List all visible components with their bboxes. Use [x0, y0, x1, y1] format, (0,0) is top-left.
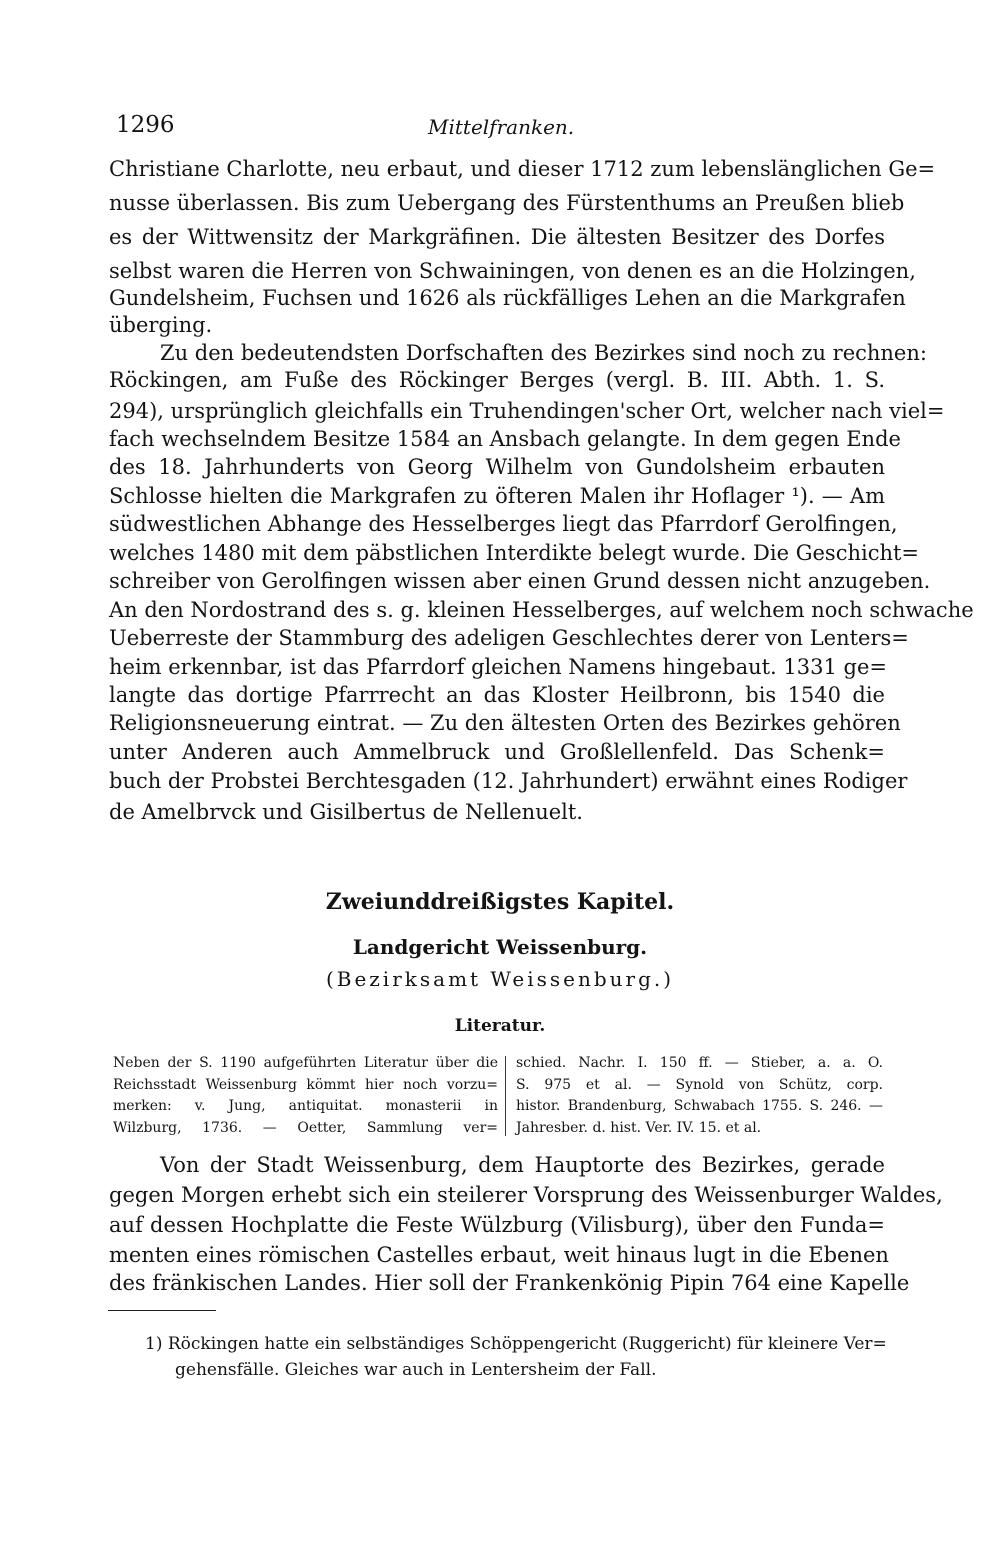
text-line: unter Anderen auch Ammelbruck und Großlellenfeld. Das Schenk= [109, 740, 885, 764]
footnote-line: gehensfälle. Gleiches war auch in Lentersheim der Fall. [175, 1360, 657, 1380]
column-divider [505, 1056, 506, 1136]
text-line: de Amelbrvck und Gisilbertus de Nellenuelt. [109, 800, 583, 824]
literature-line: schied. Nachr. I. 150 ff. — Stieber, a. a. O. [516, 1055, 883, 1071]
text-line: auf dessen Hochplatte die Feste Wülzburg (Vilisburg), über den Funda= [109, 1213, 885, 1237]
literature-line: Jahresber. d. hist. Ver. IV. 15. et al. [516, 1119, 762, 1136]
text-line: südwestlichen Abhange des Hesselberges liegt das Pfarrdorf Gerolfingen, [109, 512, 898, 536]
literature-line: Reichsstadt Weissenburg kömmt hier noch vorzu= [113, 1076, 498, 1093]
literature-line: Wilzburg, 1736. — Oetter, Sammlung ver= [113, 1119, 498, 1136]
footnote-line: 1) Röckingen hatte ein selbständiges Schöppengericht (Ruggericht) für kleinere Ver= [145, 1334, 887, 1354]
text-line: langte das dortige Pfarrrecht an das Kloster Heilbronn, bis 1540 die [109, 683, 885, 707]
literature-line: merken: v. Jung, antiquitat. monasterii in [113, 1098, 498, 1114]
text-line: Religionsneuerung eintrat. — Zu den ältesten Orten des Bezirkes gehören [109, 711, 901, 735]
footnote-rule [108, 1310, 216, 1311]
text-line: heim erkennbar, ist das Pfarrdorf gleichen Namens hingebaut. 1331 ge= [109, 655, 887, 679]
chapter-title: Zweiunddreißigstes Kapitel. [325, 889, 675, 915]
text-line: des 18. Jahrhunderts von Georg Wilhelm von Gundolsheim erbauten [109, 455, 885, 479]
text-line: des fränkischen Landes. Hier soll der Frankenkönig Pipin 764 eine Kapelle [109, 1271, 910, 1295]
literature-right-column [516, 1053, 883, 1139]
text-line: gegen Morgen erhebt sich ein steilerer Vorsprung des Weissenburger Waldes, [109, 1183, 943, 1207]
text-line: Von der Stadt Weissenburg, dem Hauptorte des Bezirkes, gerade [160, 1153, 885, 1177]
running-head: Mittelfranken. [428, 115, 575, 139]
text-line: Gundelsheim, Fuchsen und 1626 als rückfälliges Lehen an die Markgrafen [109, 286, 906, 310]
text-line: schreiber von Gerolfingen wissen aber einen Grund dessen nicht anzugeben. [109, 569, 931, 593]
literature-line: histor. Brandenburg, Schwabach 1755. S. 246. — [516, 1098, 883, 1114]
text-line: buch der Probstei Berchtesgaden (12. Jahrhundert) erwähnt eines Rodiger [109, 769, 908, 793]
text-line: überging. [109, 313, 213, 337]
page-number: 1296 [116, 112, 175, 138]
text-line: selbst waren die Herren von Schwainingen, von denen es an die Holzingen, [109, 259, 916, 283]
literature-line: S. 975 et al. — Synold von Schütz, corp. [516, 1076, 883, 1093]
text-line: 294), ursprünglich gleichfalls ein Truhendingen'scher Ort, welcher nach viel= [109, 399, 945, 423]
text-line: welches 1480 mit dem päbstlichen Interdikte belegt wurde. Die Geschicht= [109, 541, 920, 565]
text-line: Christiane Charlotte, neu erbaut, und dieser 1712 zum lebenslänglichen Ge= [109, 157, 936, 181]
chapter-office: (Bezirksamt Weissenburg.) [325, 967, 675, 991]
text-line: nusse überlassen. Bis zum Uebergang des Fürstenthums an Preußen blieb [109, 191, 905, 215]
text-line: Schlosse hielten die Markgrafen zu öfteren Malen ihr Hoflager ¹). — Am [109, 484, 885, 508]
text-line: An den Nordostrand des s. g. kleinen Hesselberges, auf welchem noch schwache [109, 598, 974, 622]
text-line: menten eines römischen Castelles erbaut, weit hinaus lugt in die Ebenen [109, 1243, 889, 1267]
text-line: fach wechselndem Besitze 1584 an Ansbach gelangte. In dem gegen Ende [109, 427, 901, 451]
text-line: Zu den bedeutendsten Dorfschaften des Bezirkes sind noch zu rechnen: [160, 341, 927, 365]
literature-heading: Literatur. [454, 1016, 546, 1036]
chapter-subtitle: Landgericht Weissenburg. [352, 935, 648, 959]
text-line: Röckingen, am Fuße des Röckinger Berges (vergl. B. III. Abth. 1. S. [109, 368, 885, 392]
text-line: Ueberreste der Stammburg des adeligen Geschlechtes derer von Lenters= [109, 626, 909, 650]
literature-line: Neben der S. 1190 aufgeführten Literatur über die [113, 1055, 498, 1071]
literature-left-column [113, 1053, 498, 1139]
page-header [116, 112, 886, 144]
text-line: es der Wittwensitz der Markgräfinen. Die ältesten Besitzer des Dorfes [109, 225, 885, 249]
